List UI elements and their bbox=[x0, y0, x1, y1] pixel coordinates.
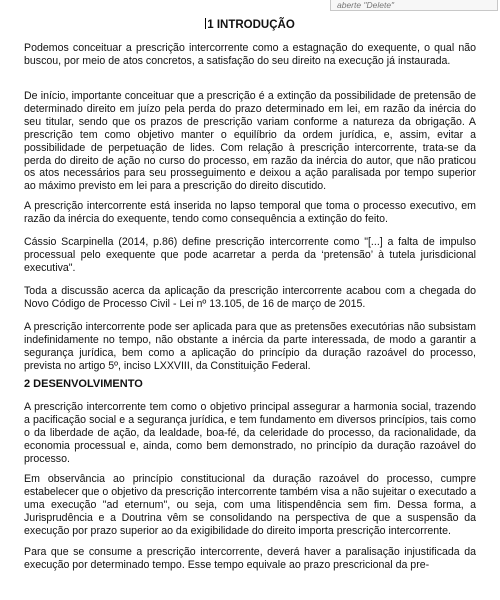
paragraph: A prescrição intercorrente tem como o objetivo principal assegurar a harmonia social, trazendo a pacificação social e a segurança jurídica, e tem fundamento em diversos princípios, tais como o da liberdade de ação, da lealdade, boa-fé, da celeridade do processo, da racionalidade, da economia processual e, ainda, como bem demonstrado, no princípio da duração razoável do processo. bbox=[24, 401, 476, 465]
paragraph: A prescrição intercorrente pode ser aplicada para que as pretensões executórias não subsistam indefinidamente no tempo, não obstante a inércia da parte interessada, de modo a garantir a segurança jurídica, bem como a aplicação do princípio da duração razoável do processo, prevista no artigo 5º, inciso LXXVIII, da Constituição Federal. bbox=[24, 321, 476, 372]
paragraph: Para que se consume a prescrição intercorrente, deverá haver a paralisação injustificada da execução por determinado tempo. Esse tempo equivale ao prazo prescricional da pre- bbox=[24, 546, 476, 571]
paragraph: De início, importante conceituar que a prescrição é a extinção da possibilidade de pretensão de determinado direito em juízo pela perda do prazo determinado em lei, em razão da inércia do seu titular, sendo que os prazos de prescrição variam conforme a natureza da obrigação. A prescrição tem como objetivo manter o equilíbrio da ordem jurídica, e, assim, evitar a possibilidade de perpetuação de lides. Com relação à prescrição intercorrente, trata-se da perda do direito de ação no curso do processo, em razão da inércia do autor, que não praticou os atos necessários para seu prosseguimento e deixou a ação paralisada por tempo superior ao máximo previsto em lei para a prescrição do direito discutido. bbox=[24, 90, 476, 193]
paragraph: Podemos conceituar a prescrição intercorrente como a estagnação do exequente, o qual não buscou, por meio de atos concretos, a satisfação do seu direito na execução já instaurada. bbox=[24, 42, 476, 67]
paragraph: Toda a discussão acerca da aplicação da prescrição intercorrente acabou com a chegada do Novo Código de Processo Civil - Lei nº 13.105, de 16 de março de 2015. bbox=[24, 285, 476, 310]
heading-text: 1 INTRODUÇÃO bbox=[207, 19, 295, 31]
section-heading-introducao bbox=[0, 18, 500, 31]
paragraph: A prescrição intercorrente está inserida no lapso temporal que toma o processo executivo, em razão da inércia do exequente, tendo como consequência a extinção do feito. bbox=[24, 200, 476, 225]
top-hint-box: aberte "Delete" bbox=[330, 0, 498, 11]
section-heading-desenvolvimento: 2 DESENVOLVIMENTO bbox=[24, 378, 143, 390]
paragraph: Cássio Scarpinella (2014, p.86) define prescrição intercorrente como "[...] a falta de impulso processual pelo exequente que pode acarretar a perda da ‘pretensão’ à tutela jurisdicional executiva". bbox=[24, 236, 476, 274]
paragraph: Em observância ao princípio constitucional da duração razoável do processo, cumpre estabelecer que o objetivo da prescrição intercorrente também visa a não sujeitar o executado a uma execução "ad eternum", ou seja, com uma litispendência sem fim. Dessa forma, a Jurisprudência e a Doutrina vêm se consolidando na perspectiva de que a suspensão da execução por prazo superior ao da exigibilidade do direito importa prescrição intercorrente. bbox=[24, 473, 476, 537]
